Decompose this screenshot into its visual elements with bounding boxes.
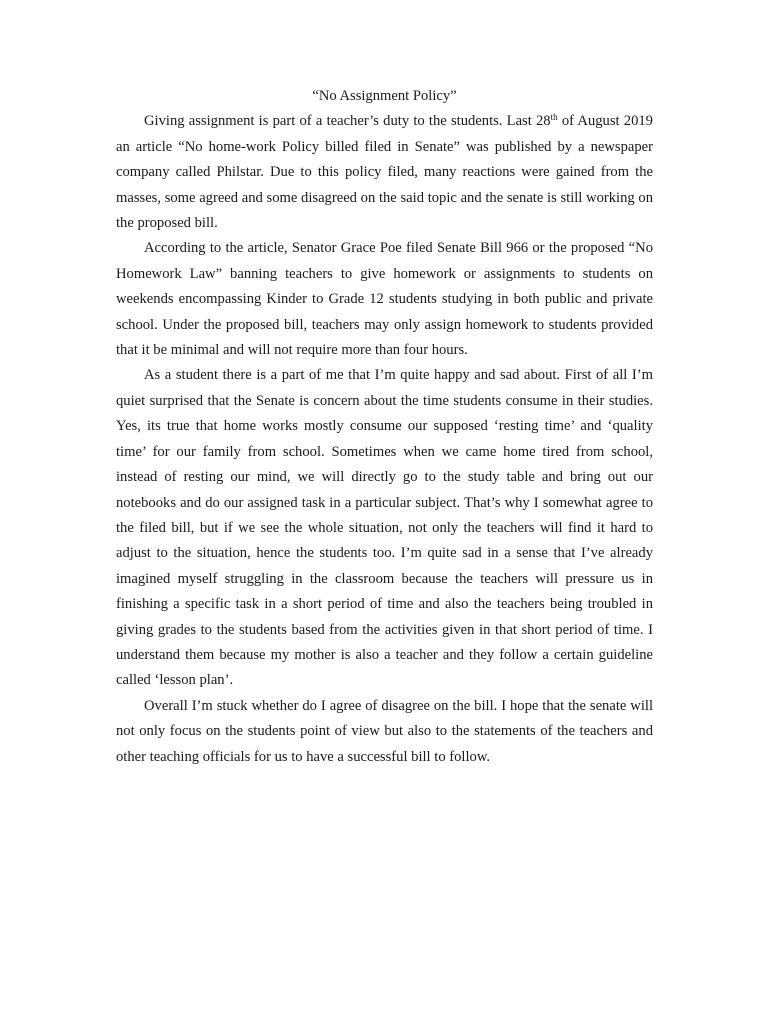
ordinal-superscript: th bbox=[550, 112, 558, 123]
paragraph-1 bbox=[116, 109, 653, 236]
paragraph-2: According to the article, Senator Grace Poe filed Senate Bill 966 or the proposed “No Homework Law” banning teachers to give homework or assignments to students on weekends encompassing Kinder to Grade 12 students studying in both public and private school. Under the proposed bill, teachers may only assign homework to students provided that it be minimal and will not require more than four hours. bbox=[116, 240, 653, 359]
paragraph-3: As a student there is a part of me that I’m quite happy and sad about. First of all I’m quiet surprised that the Senate is concern about the time students consume in their studies. Yes, its true that home works mostly consume our supposed ‘resting time’ and ‘quality time’ for our family from school. Sometimes when we came home tired from school, instead of resting our mind, we will directly go to the study table and bring out our notebooks and do our assigned task in a particular subject. That’s why I somewhat agree to the filed bill, but if we see the whole situation, not only the teachers will find it hard to adjust to the situation, hence the students too. I’m quite sad in a sense that I’ve already imagined myself struggling in the classroom because the teachers will pressure us in finishing a specific task in a short period of time and also the teachers being troubled in giving grades to the students based from the activities given in that short period of time. I understand them because my mother is also a teacher and they follow a certain guideline called ‘lesson plan’. bbox=[116, 367, 653, 689]
document-body bbox=[116, 84, 653, 770]
paragraph-4: Overall I’m stuck whether do I agree of disagree on the bill. I hope that the senate will not only focus on the students point of view but also to the statements of the teachers and other teaching officials for us to have a successful bill to follow. bbox=[116, 697, 653, 765]
paragraph-1-text-start: Giving assignment is part of a teacher’s duty to the students. Last 28 bbox=[144, 113, 551, 130]
document-title: “No Assignment Policy” bbox=[312, 88, 457, 104]
paragraph-1-text-end: of August 2019 an article “No home-work Policy billed filed in Senate” was published by a newspaper company called Philstar. Due to this policy filed, many reactions were gained from the masses, some agreed and some disagreed on the said topic and the senate is still working on the proposed bill. bbox=[116, 113, 653, 232]
